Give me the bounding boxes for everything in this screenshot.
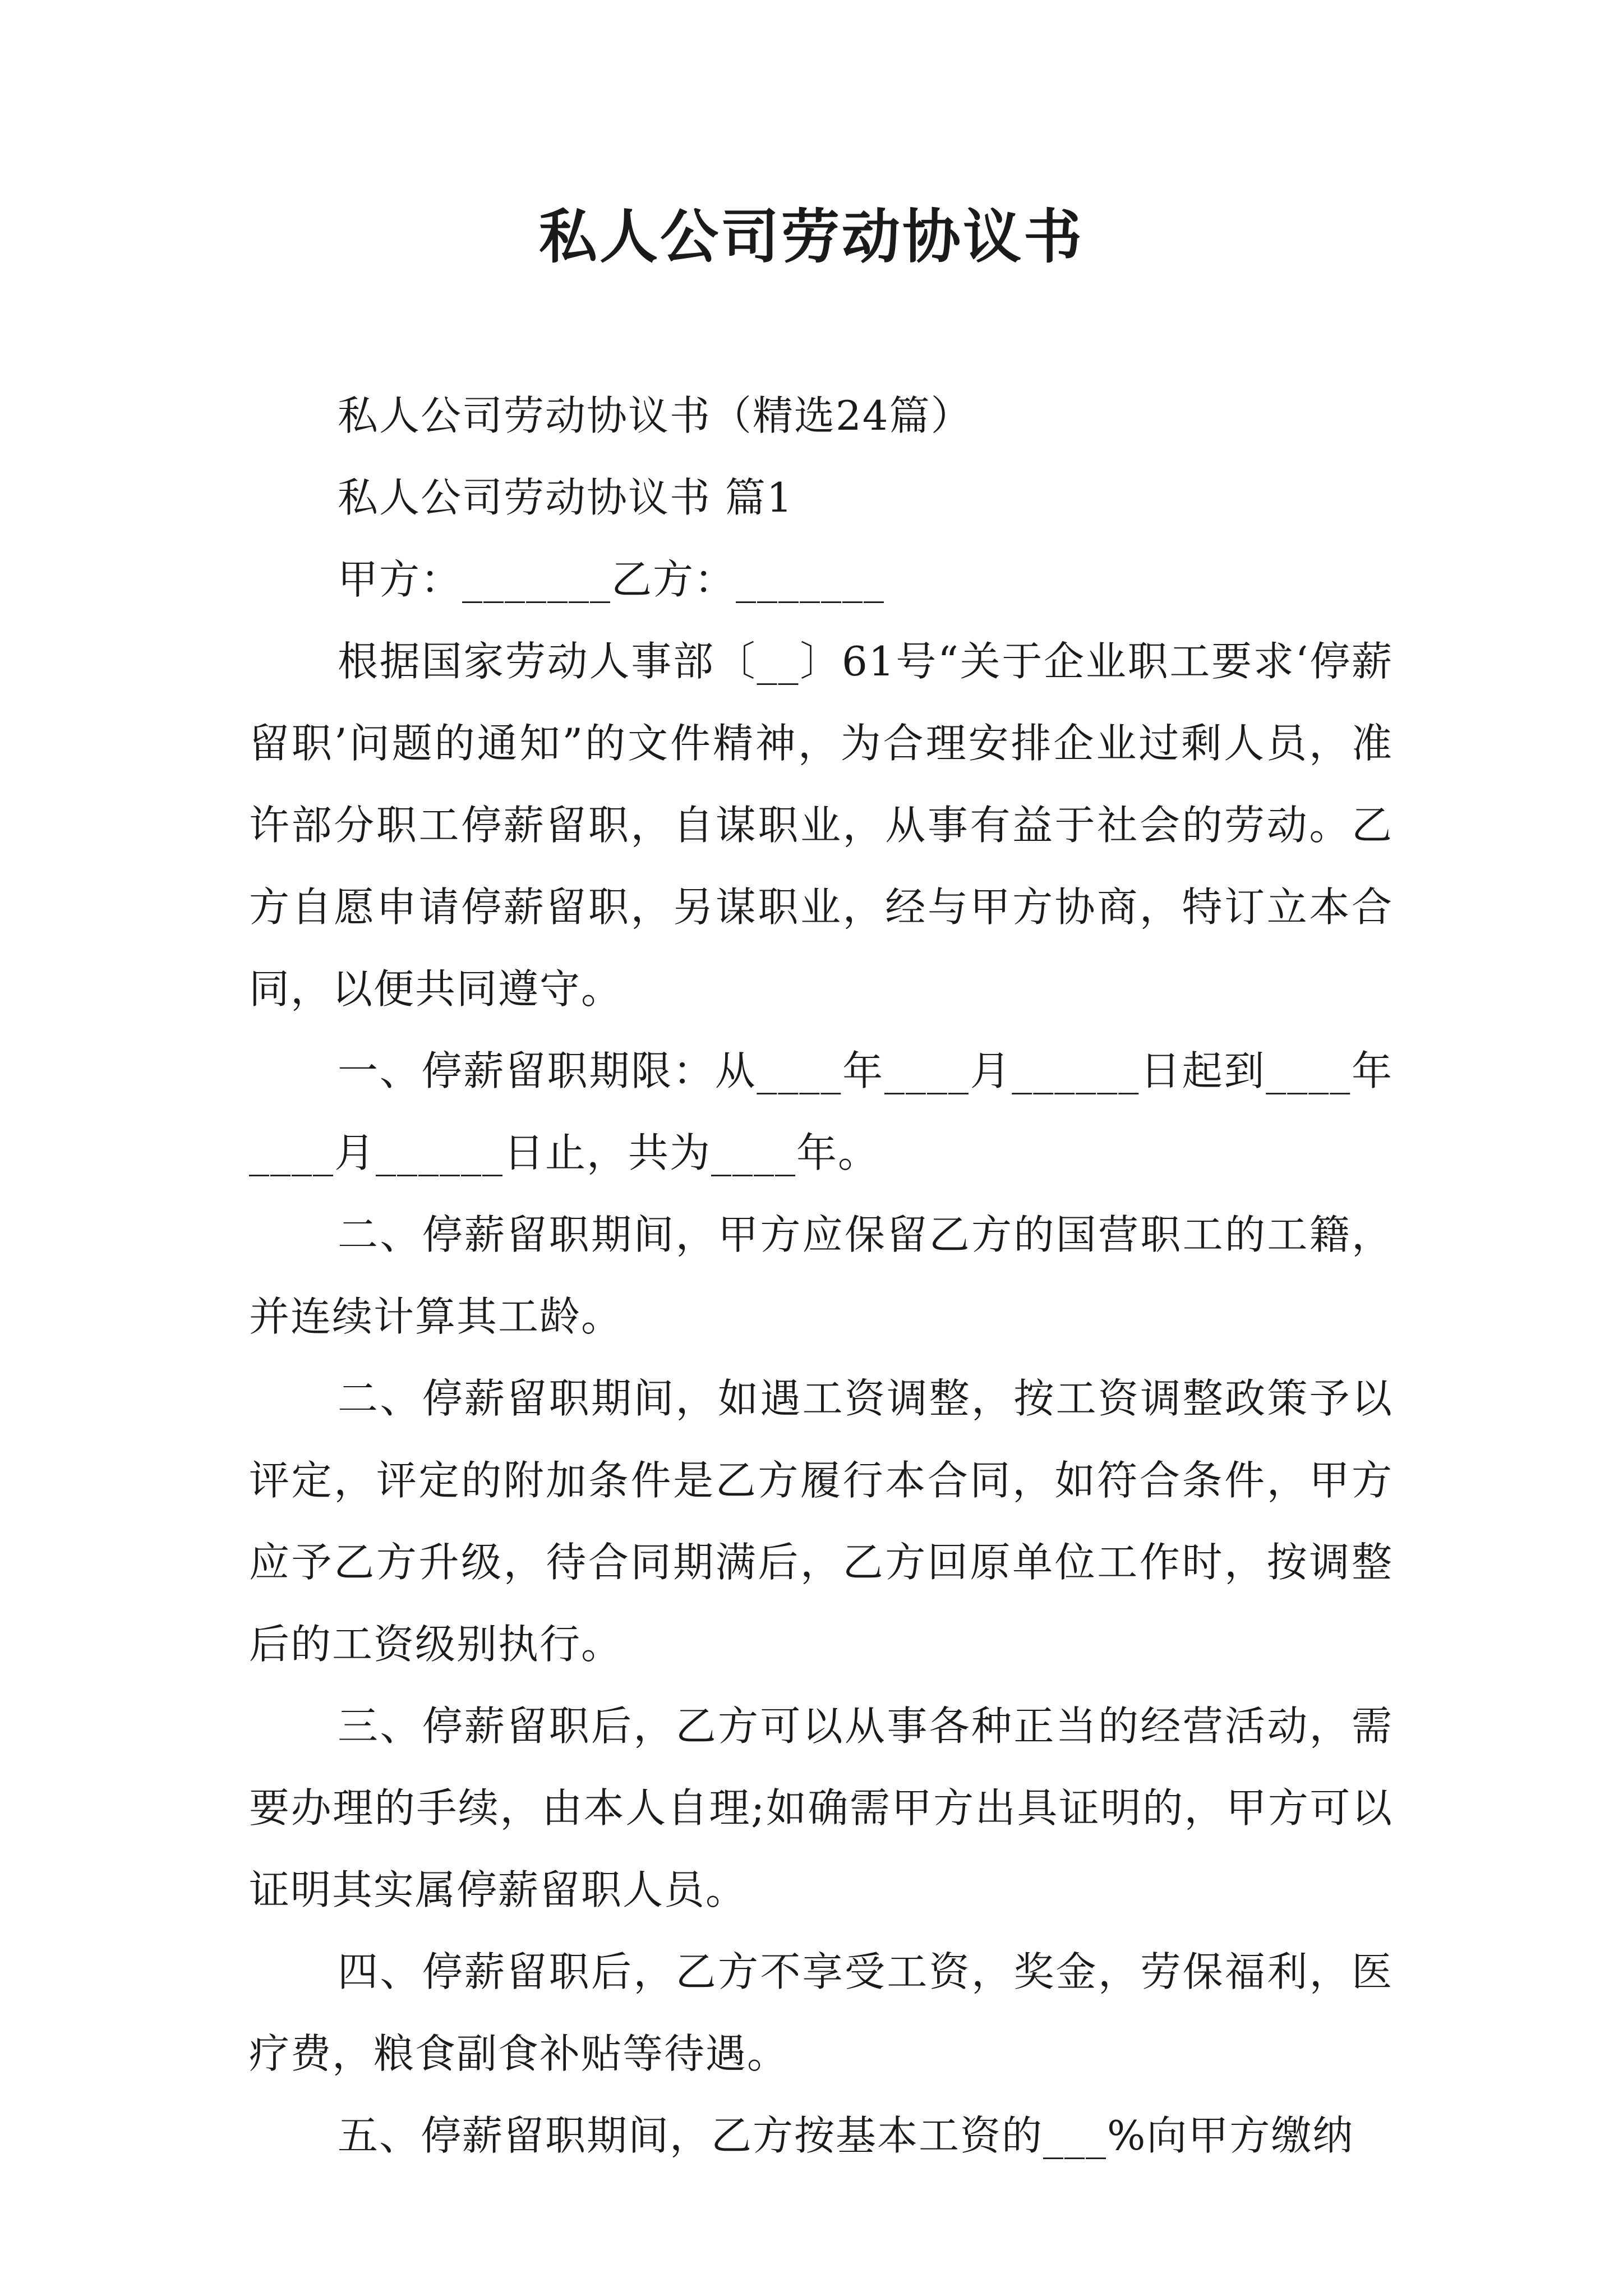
document-body	[249, 375, 1393, 2177]
section-heading: 私人公司劳动协议书 篇1	[338, 474, 794, 521]
subtitle-paragraph: 私人公司劳动协议书（精选24篇）	[338, 392, 972, 439]
clause-paragraph: 三、停薪留职后，乙方可以从事各种正当的经营活动，需要办理的手续，由本人自理;如确需甲方出具证明的，甲方可以证明其实属停薪留职人员。	[249, 1703, 1393, 1913]
clause-paragraph: 四、停薪留职后，乙方不享受工资，奖金，劳保福利，医疗费，粮食副食补贴等待遇。	[249, 1948, 1393, 2077]
clause-paragraph: 一、停薪留职期限：从____年____月______日起到____年____月______日止，共为____年。	[249, 1047, 1393, 1176]
clause-paragraph: 二、停薪留职期间，如遇工资调整，按工资调整政策予以评定，评定的附加条件是乙方履行本合同，如符合条件，甲方应予乙方升级，待合同期满后，乙方回原单位工作时，按调整后的工资级别执行。	[249, 1375, 1393, 1668]
parties-line: 甲方：_______乙方：_______	[338, 556, 886, 603]
document-title: 私人公司劳动协议书	[538, 202, 1084, 271]
preamble-paragraph: 根据国家劳动人事部〔__〕61号“关于企业职工要求‘停薪留职’问题的通知”的文件精神，为合理安排企业过剩人员，准许部分职工停薪留职，自谋职业，从事有益于社会的劳动。乙方自愿申请停薪留职，另谋职业，经与甲方协商，特订立本合同，以便共同遵守。	[249, 638, 1393, 1013]
clause-paragraph: 二、停薪留职期间，甲方应保留乙方的国营职工的工籍，并连续计算其工龄。	[249, 1211, 1393, 1340]
clause-paragraph: 五、停薪留职期间，乙方按基本工资的___%向甲方缴纳	[338, 2112, 1354, 2159]
